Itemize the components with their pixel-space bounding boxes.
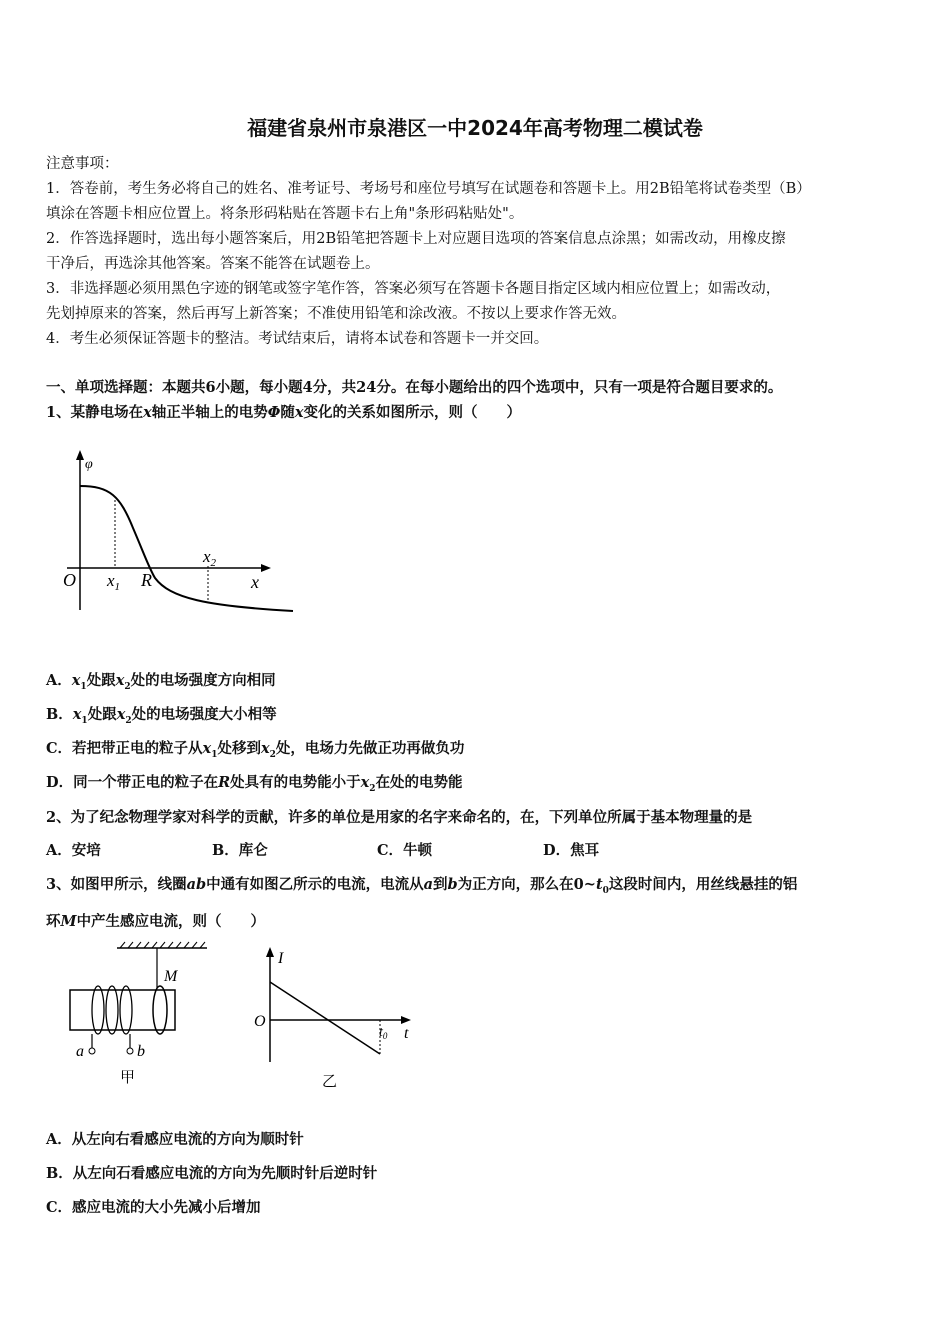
section-heading: 一、单项选择题：本题共6小题，每小题4分，共24分。在每小题给出的四个选项中，只有一项是符合题目要求的。 xyxy=(46,379,783,396)
notice-line: 填涂在答题卡相应位置上。将条形码粘贴在答题卡右上角"条形码粘贴处"。 xyxy=(46,206,524,222)
r-label: R xyxy=(141,570,152,590)
axis-label-phi: φ xyxy=(85,457,93,472)
q2-option-b: B．库仑 xyxy=(212,842,268,859)
page-title: 福建省泉州市泉港区一中2024年高考物理二模试卷 xyxy=(247,116,703,140)
q3-option-a: A．从左向右看感应电流的方向为顺时针 xyxy=(46,1131,304,1148)
notice-line: 2．作答选择题时，选出每小题答案后，用2B铅笔把答题卡上对应题目选项的答案信息点涂黑；如需改动，用橡皮擦 xyxy=(46,231,786,247)
ring-label-m: M xyxy=(164,968,178,985)
question-3-stem-cont: 环M中产生感应电流，则（ ） xyxy=(46,913,266,930)
figure-caption-jia: 甲 xyxy=(120,1070,136,1086)
q2-option-c: C．牛顿 xyxy=(377,842,433,859)
notice-line: 3．非选择题必须用黑色字迹的钢笔或签字笔作答，答案必须写在答题卡各题目指定区域内相应位置上；如需改动， xyxy=(46,281,781,297)
x1-label: $x_1$ xyxy=(107,571,121,593)
q1-option-b: B．$x_1$处跟$x_2$处的电场强度大小相等 xyxy=(46,706,277,726)
question-3-stem: 3、如图甲所示，线圈ab中通有如图乙所示的电流，电流从a到b为正方向，那么在$0\sim t_0$这段时间内，用丝线悬挂的铝 xyxy=(46,876,798,896)
question-1-stem: 1、某静电场在x轴正半轴上的电势Φ随x变化的关系如图所示，则（ ） xyxy=(46,404,522,421)
notice-line: 干净后，再选涂其他答案。答案不能答在试题卷上。 xyxy=(46,256,380,272)
q2-option-a: A．安培 xyxy=(46,842,101,859)
origin-label: O xyxy=(63,570,76,590)
origin-label: O xyxy=(254,1013,266,1030)
terminal-label-b: b xyxy=(137,1043,145,1060)
axis-label-i: I xyxy=(278,950,284,967)
q3-option-c: C．感应电流的大小先减小后增加 xyxy=(46,1199,261,1216)
q3-current-graph xyxy=(250,944,420,1094)
q3-coil-figure xyxy=(62,940,212,1090)
q2-option-d: D．焦耳 xyxy=(543,842,600,859)
terminal-label-a: a xyxy=(76,1043,84,1060)
q1-option-a: A．$x_1$处跟$x_2$处的电场强度方向相同 xyxy=(46,672,276,692)
figure-caption-yi: 乙 xyxy=(322,1074,338,1090)
q3-option-b: B．从左向石看感应电流的方向为先顺时针后逆时针 xyxy=(46,1165,378,1182)
axis-label-t: t xyxy=(404,1025,409,1042)
notice-line: 先划掉原来的答案，然后再写上新答案；不准使用铅笔和涂改液。不按以上要求作答无效。 xyxy=(46,306,626,322)
q1-option-d: D．同一个带正电的粒子在R处具有的电势能小于$x_2$在处的电势能 xyxy=(46,774,463,794)
notice-line: 1．答卷前，考生务必将自己的姓名、准考证号、考场号和座位号填写在试题卷和答题卡上。用2B铅笔将试卷类型（B） xyxy=(46,181,811,197)
q1-option-c: C．若把带正电的粒子从$x_1$处移到$x_2$处，电场力先做正功再做负功 xyxy=(46,740,465,760)
x-axis-label: x xyxy=(251,572,259,592)
x2-label: $x_2$ xyxy=(203,547,217,569)
q1-potential-graph xyxy=(55,448,300,618)
question-2-stem: 2、为了纪念物理学家对科学的贡献，许多的单位是用家的名字来命名的，在，下列单位所属于基本物理量的是 xyxy=(46,809,753,826)
notice-heading: 注意事项： xyxy=(46,156,119,172)
notice-line: 4．考生必须保证答题卡的整洁。考试结束后，请将本试卷和答题卡一并交回。 xyxy=(46,331,549,347)
t0-label: $t_0$ xyxy=(379,1025,388,1041)
